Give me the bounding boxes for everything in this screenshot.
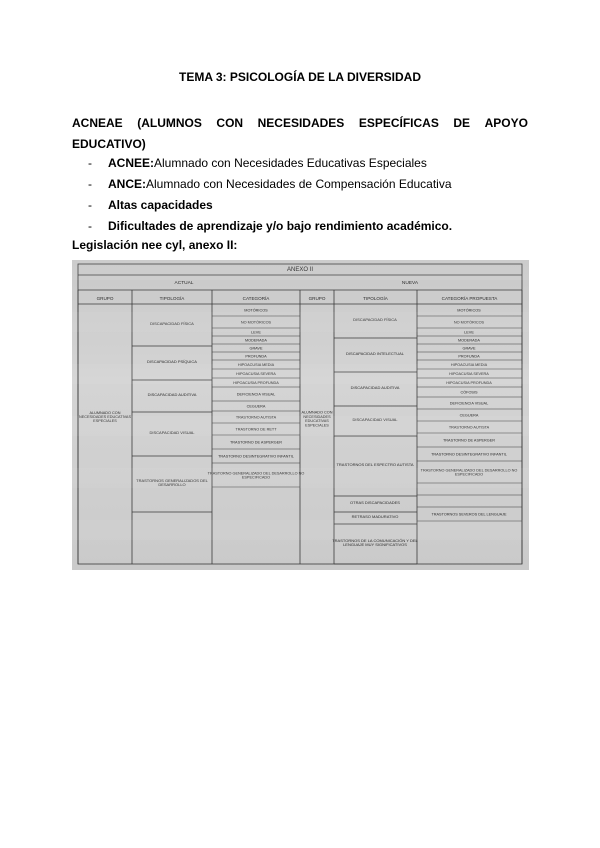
left-category: MOTÓRICOS — [244, 308, 268, 313]
section-heading — [72, 113, 528, 155]
scan-shading — [72, 260, 529, 280]
left-category: HIPOACUSIA MEDIA — [237, 363, 275, 367]
bullet-dash: - — [88, 156, 92, 170]
right-category: MODERADA — [458, 338, 480, 343]
heading-word: NECESIDADES — [257, 116, 345, 130]
right-typology: DISCAPACIDAD AUDITIVA — [350, 385, 400, 390]
group-middle: ALUMNADO CON NECESIDADES EDUCATIVAS ESPECIALES — [301, 410, 333, 428]
bullet-dash: - — [88, 198, 92, 212]
bullet-term: Altas capacidades — [108, 198, 213, 212]
left-category: TRASTORNO DESINTEGRATIVO INFANTIL — [218, 454, 294, 459]
left-category: DEFICIENCIA VISUAL — [236, 392, 276, 397]
left-category: MODERADA — [245, 338, 267, 343]
right-typology: DISCAPACIDAD INTELECTUAL — [346, 351, 404, 356]
left-category: HIPOACUSIA PROFUNDA — [233, 381, 279, 385]
right-typology: DISCAPACIDAD VISUAL — [352, 417, 398, 422]
heading-word: CON — [216, 116, 244, 130]
heading-word: APOYO — [484, 116, 528, 130]
right-category: HIPOACUSIA SEVERA — [449, 372, 489, 376]
right-category: PROFUNDA — [458, 354, 480, 359]
heading-line-1 — [72, 113, 528, 134]
left-category: GRAVE — [249, 346, 263, 351]
scan-shading — [72, 468, 529, 488]
right-category: TRASTORNO GENERALIZADO DEL DESARROLLO NO ESPECIFICADO — [420, 468, 518, 477]
right-category: CEGUERA — [459, 413, 479, 418]
right-category: DEFICIENCIA VISUAL — [449, 401, 489, 406]
bullet-text: Alumnado con Necesidades de Compensación Educativa — [146, 177, 452, 191]
scan-shading — [72, 312, 529, 332]
right-typology: TRASTORNOS DE LA COMUNICACIÓN Y DEL LENGUAJE MUY SIGNIFICATIVOS — [332, 537, 418, 548]
page-title: TEMA 3: PSICOLOGÍA DE LA DIVERSIDAD — [178, 70, 421, 84]
bullet-item — [88, 174, 452, 195]
heading-word: ACNEAE — [72, 116, 123, 130]
right-category: HIPOACUSIA MEDIA — [450, 363, 488, 367]
annex-table — [72, 260, 529, 570]
annex-scan-image — [72, 260, 529, 570]
right-category: MOTÓRICOS — [457, 308, 481, 313]
bullet-text: Alumnado con Necesidades Educativas Especiales — [154, 156, 427, 170]
scan-shading — [72, 520, 529, 540]
heading-line-2: EDUCATIVO) — [72, 137, 146, 151]
left-category: PROFUNDA — [245, 354, 267, 359]
left-typology: DISCAPACIDAD PSÍQUICA — [147, 359, 197, 364]
left-category: TRASTORNO DE ASPERGER — [229, 440, 283, 445]
right-category: TRASTORNO AUTISTA — [448, 425, 490, 430]
bullet-dash: - — [88, 177, 92, 191]
column-header: TIPOLOGÍA — [363, 296, 388, 301]
left-typology: DISCAPACIDAD VISUAL — [149, 430, 195, 435]
bullet-item — [88, 195, 452, 216]
scan-shading — [72, 364, 529, 384]
column-header: CATEGORÍA PROPUESTA — [441, 296, 498, 301]
left-category: CEGUERA — [246, 404, 266, 409]
left-category: TRASTORNO GENERALIZADO DEL DESARROLLO NO ESPECIFICADO — [207, 471, 305, 480]
right-category: LEVE — [464, 330, 474, 335]
bullet-term: ACNEE: — [108, 156, 155, 170]
bullet-list — [88, 153, 452, 237]
annex-caption: ANEXO II — [286, 267, 314, 273]
right-typology: DISCAPACIDAD FÍSICA — [353, 317, 397, 322]
column-header: GRUPO — [96, 296, 114, 301]
right-category: HIPOACUSIA PROFUNDA — [446, 381, 492, 385]
bullet-term: ANCE: — [108, 177, 146, 191]
right-typology: TRASTORNOS DEL ESPECTRO AUTISTA — [336, 462, 414, 467]
column-header: TIPOLOGÍA — [159, 296, 185, 301]
bullet-term: Dificultades de aprendizaje y/o bajo rendimiento académico. — [108, 219, 453, 233]
left-category: HIPOACUSIA SEVERA — [236, 372, 276, 376]
right-category: TRASTORNO DE ASPERGER — [442, 438, 496, 443]
group-left: ALUMNADO CON NECESIDADES EDUCATIVAS ESPECIALES — [79, 410, 131, 424]
left-typology: DISCAPACIDAD FÍSICA — [150, 321, 194, 326]
bullet-item — [88, 216, 452, 237]
right-category: TRASTORNOS SEVEROS DEL LENGUAJE — [431, 512, 507, 517]
right-category: CÓFOSIS — [460, 390, 478, 395]
right-category: NO MOTÓRICOS — [453, 320, 485, 325]
heading-word: ESPECÍFICAS — [358, 116, 439, 130]
right-category: GRAVE — [462, 346, 476, 351]
section-nueva: NUEVA — [401, 281, 419, 286]
left-typology: TRASTORNOS GENERALIZADOS DEL DESARROLLO — [136, 477, 208, 488]
heading-word: (ALUMNOS — [137, 116, 202, 130]
left-category: TRASTORNO DE RETT — [235, 427, 277, 432]
section-actual: ACTUAL — [174, 281, 194, 286]
bullet-item — [88, 153, 452, 174]
right-category: TRASTORNO DESINTEGRATIVO INFANTIL — [431, 452, 507, 457]
right-typology: RETRASO MADURATIVO — [351, 514, 399, 519]
column-header: GRUPO — [308, 296, 326, 301]
left-category: TRASTORNO AUTISTA — [235, 415, 277, 420]
left-typology: DISCAPACIDAD AUDITIVA — [147, 392, 197, 397]
heading-word: DE — [453, 116, 471, 130]
bullet-dash: - — [88, 219, 92, 233]
right-typology: OTRAS DISCAPACIDADES — [350, 500, 400, 505]
left-category: NO MOTÓRICOS — [240, 320, 272, 325]
legislation-label: Legislación nee cyl, anexo II: — [72, 238, 238, 252]
column-header: CATEGORÍA — [242, 296, 270, 301]
left-category: LEVE — [251, 330, 261, 335]
